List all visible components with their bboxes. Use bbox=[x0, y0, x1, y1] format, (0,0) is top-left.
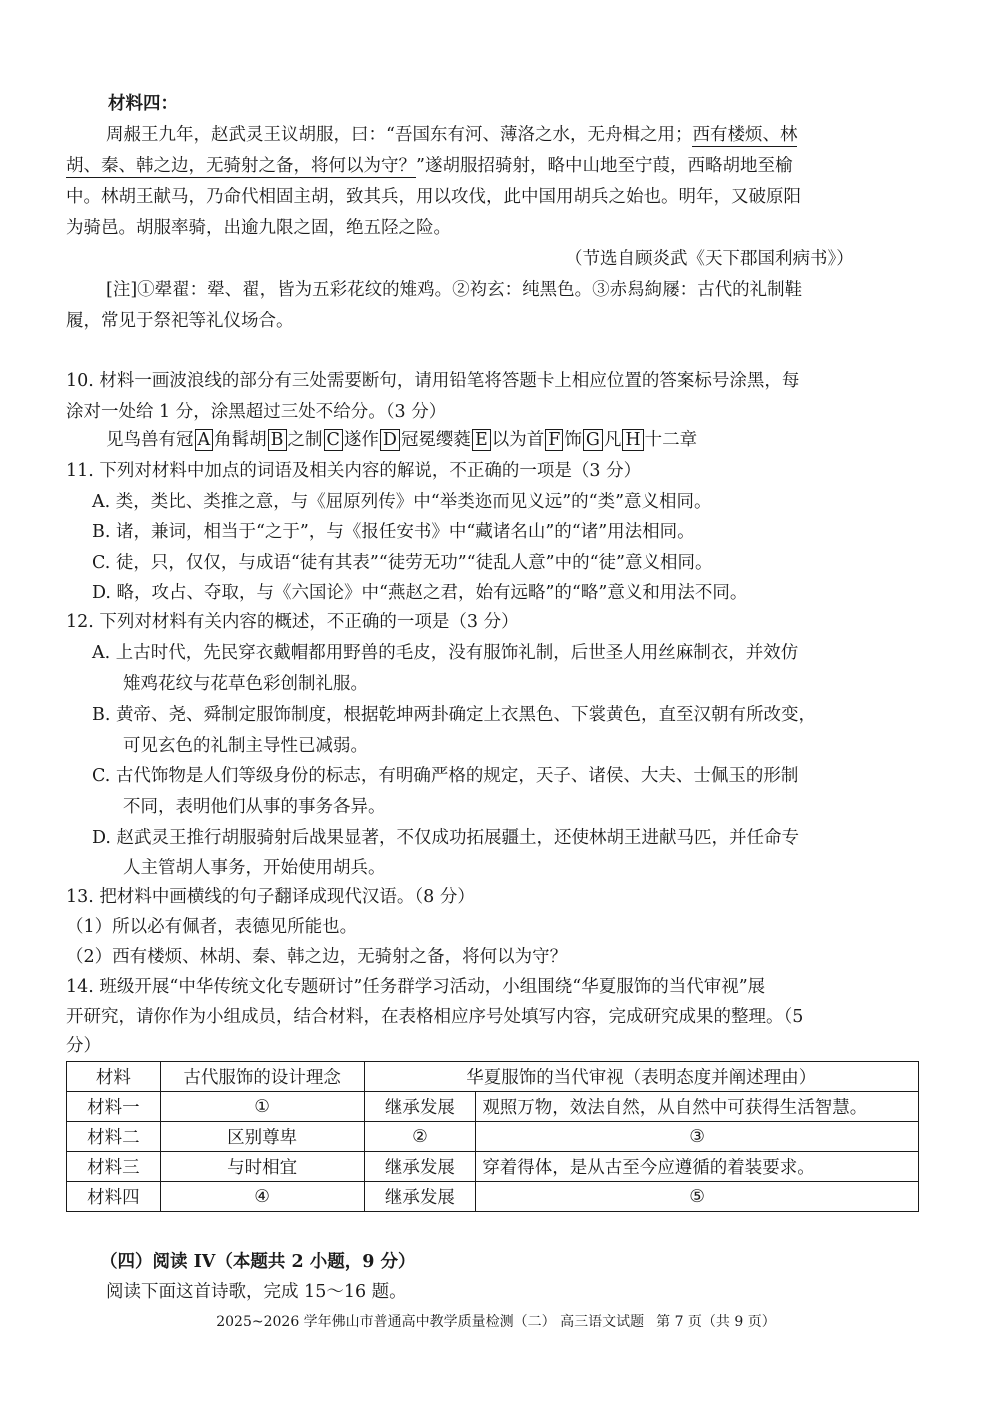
table-cell: ① bbox=[160, 1092, 364, 1122]
q11-option-a: A. 类，类比、类推之意，与《屈原列传》中“举类迩而见义远”的“类”意义相同。 bbox=[92, 492, 712, 512]
table-cell: ② bbox=[364, 1122, 476, 1152]
q10-option-box-a[interactable]: A bbox=[195, 429, 214, 451]
table-cell: 材料三 bbox=[67, 1152, 161, 1182]
q14-stem-3: 分） bbox=[66, 1036, 101, 1056]
material4-note-1: [注]①翚翟：翚、翟，皆为五彩花纹的雉鸡。②袀玄：纯黑色。③赤舄絇屦：古代的礼制鞋 bbox=[106, 280, 803, 300]
material4-line-2 bbox=[66, 154, 792, 178]
table-cell: ③ bbox=[476, 1122, 919, 1152]
q13-sentence-1: （1）所以必有佩者，表德见所能也。 bbox=[66, 917, 358, 937]
table-cell: ⑤ bbox=[476, 1182, 919, 1212]
table-cell: 继承发展 bbox=[364, 1182, 476, 1212]
material4-heading: 材料四： bbox=[108, 94, 178, 114]
q11-stem: 11. 下列对材料中加点的词语及相关内容的解说，不正确的一项是（3 分） bbox=[66, 461, 642, 481]
q11-option-d: D. 略，攻占、夺取，与《六国论》中“燕赵之君，始有远略”的“略”意义和用法不同。 bbox=[92, 583, 748, 603]
material4-text: 周赧王九年，赵武灵王议胡服，曰：“吾国东有河、薄洛之水，无舟楫之用； bbox=[106, 125, 693, 145]
table-row bbox=[67, 1182, 919, 1212]
page-footer bbox=[0, 1311, 992, 1331]
q12-option-b-2: 可见玄色的礼制主导性已减弱。 bbox=[123, 736, 368, 756]
table-cell: 与时相宜 bbox=[160, 1152, 364, 1182]
section4-intro: 阅读下面这首诗歌，完成 15～16 题。 bbox=[106, 1282, 407, 1302]
q11-option-b: B. 诸，兼词，相当于“之于”，与《报任安书》中“藏诸名山”的“诸”用法相同。 bbox=[92, 522, 695, 542]
material4-text: ”遂胡服招骑射，略中山地至宁葭，西略胡地至榆 bbox=[416, 156, 793, 176]
table-header: 华夏服饰的当代审视（表明态度并阐述理由） bbox=[364, 1062, 918, 1092]
underlined-sentence-part1: 西有楼烦、林 bbox=[692, 125, 798, 145]
q10-option-box-g[interactable]: G bbox=[583, 429, 603, 451]
table-cell: 材料一 bbox=[67, 1092, 161, 1122]
table-header: 古代服饰的设计理念 bbox=[160, 1062, 364, 1092]
table-row bbox=[67, 1092, 919, 1122]
q10-option-box-b[interactable]: B bbox=[268, 429, 287, 451]
q12-option-a-2: 雉鸡花纹与花草色彩创制礼服。 bbox=[123, 674, 368, 694]
material4-line-1 bbox=[106, 123, 797, 147]
footer-exam-title: 2025~2026 学年佛山市普通高中教学质量检测（二） 高三语文试题 bbox=[216, 1314, 645, 1330]
table-cell: 穿着得体，是从古至今应遵循的着装要求。 bbox=[476, 1152, 919, 1182]
table-cell: 继承发展 bbox=[364, 1152, 476, 1182]
q13-stem: 13. 把材料中画横线的句子翻译成现代汉语。（8 分） bbox=[66, 887, 475, 907]
q10-option-box-e[interactable]: E bbox=[472, 429, 491, 451]
material4-line-3: 中。林胡王献马，乃命代相固主胡，致其兵，用以攻伐，此中国用胡兵之始也。明年，又破原阳 bbox=[66, 187, 801, 207]
table-cell: 材料二 bbox=[67, 1122, 161, 1152]
q12-option-d-1: D. 赵武灵王推行胡服骑射后战果显著，不仅成功拓展疆土，还使林胡王进献马匹，并任命专 bbox=[92, 828, 800, 848]
q10-segment: 遂作 bbox=[343, 430, 379, 450]
table-header: 材料 bbox=[67, 1062, 161, 1092]
q10-segment: 以为首 bbox=[491, 430, 545, 450]
table-cell: ④ bbox=[160, 1182, 364, 1212]
q14-answer-table bbox=[66, 1061, 919, 1212]
q14-stem-2: 开研究，请你作为小组成员，结合材料，在表格相应序号处填写内容，完成研究成果的整理。（5 bbox=[66, 1007, 804, 1027]
q10-segment: 饰 bbox=[564, 430, 582, 450]
q14-stem-1: 14. 班级开展“中华传统文化专题研讨”任务群学习活动，小组围绕“华夏服饰的当代审视”展 bbox=[66, 977, 766, 997]
q10-segment: 凡 bbox=[603, 430, 622, 450]
table-cell: 继承发展 bbox=[364, 1092, 476, 1122]
table-cell: 区别尊卑 bbox=[160, 1122, 364, 1152]
q11-option-c: C. 徒，只，仅仅，与成语“徒有其表”“徒劳无功”“徒乱人意”中的“徒”意义相同。 bbox=[92, 553, 713, 573]
q13-sentence-2: （2）西有楼烦、林胡、秦、韩之边，无骑射之备，将何以为守？ bbox=[66, 947, 568, 967]
q12-option-d-2: 人主管胡人事务，开始使用胡兵。 bbox=[123, 858, 386, 878]
q12-option-c-1: C. 古代饰物是人们等级身份的标志，有明确严格的规定，天子、诸侯、大夫、士佩玉的形制 bbox=[92, 766, 799, 786]
q12-option-b-1: B. 黄帝、尧、舜制定服饰制度，根据乾坤两卦确定上衣黑色、下裳黄色，直至汉朝有所改变， bbox=[92, 705, 816, 725]
q10-segment: 之制 bbox=[287, 430, 323, 450]
section4-heading: （四）阅读 IV（本题共 2 小题，9 分） bbox=[100, 1252, 416, 1272]
material4-line-4: 为骑邑。胡服率骑，出逾九限之固，绝五陉之险。 bbox=[66, 218, 451, 238]
q10-segment: 角髯胡 bbox=[214, 430, 267, 450]
q10-segment: 冠冕缨蕤 bbox=[400, 430, 471, 450]
q12-option-c-2: 不同，表明他们从事的事务各异。 bbox=[123, 797, 386, 817]
table-cell: 观照万物，效法自然，从自然中可获得生活智慧。 bbox=[476, 1092, 919, 1122]
q10-segment: 见鸟兽有冠 bbox=[106, 430, 194, 450]
footer-page-number: 第 7 页（共 9 页） bbox=[656, 1314, 776, 1330]
table-cell: 材料四 bbox=[67, 1182, 161, 1212]
table-header-row bbox=[67, 1062, 919, 1092]
material4-source: （节选自顾炎武《天下郡国利病书》） bbox=[565, 249, 854, 269]
underlined-sentence-part2: 胡、秦、韩之边，无骑射之备，将何以为守？ bbox=[66, 156, 416, 176]
table-row bbox=[67, 1122, 919, 1152]
q12-stem: 12. 下列对材料有关内容的概述，不正确的一项是（3 分） bbox=[66, 612, 519, 632]
q10-option-box-f[interactable]: F bbox=[545, 429, 563, 451]
material4-note-2: 履，常见于祭祀等礼仪场合。 bbox=[66, 311, 294, 331]
q10-option-box-c[interactable]: C bbox=[324, 429, 343, 451]
q10-option-box-h[interactable]: H bbox=[622, 429, 643, 451]
q10-stem-1: 10. 材料一画波浪线的部分有三处需要断句，请用铅笔将答题卡上相应位置的答案标号涂黑，每 bbox=[66, 371, 800, 391]
q12-option-a-1: A. 上古时代，先民穿衣戴帽都用野兽的毛皮，没有服饰礼制，后世圣人用丝麻制衣，并效仿 bbox=[92, 643, 799, 663]
q10-stem-2: 涂对一处给 1 分，涂黑超过三处不给分。（3 分） bbox=[66, 402, 447, 422]
table-row bbox=[67, 1152, 919, 1182]
q10-segmentation-line bbox=[106, 428, 697, 452]
q10-option-box-d[interactable]: D bbox=[380, 429, 400, 451]
q10-segment: 十二章 bbox=[644, 430, 698, 450]
